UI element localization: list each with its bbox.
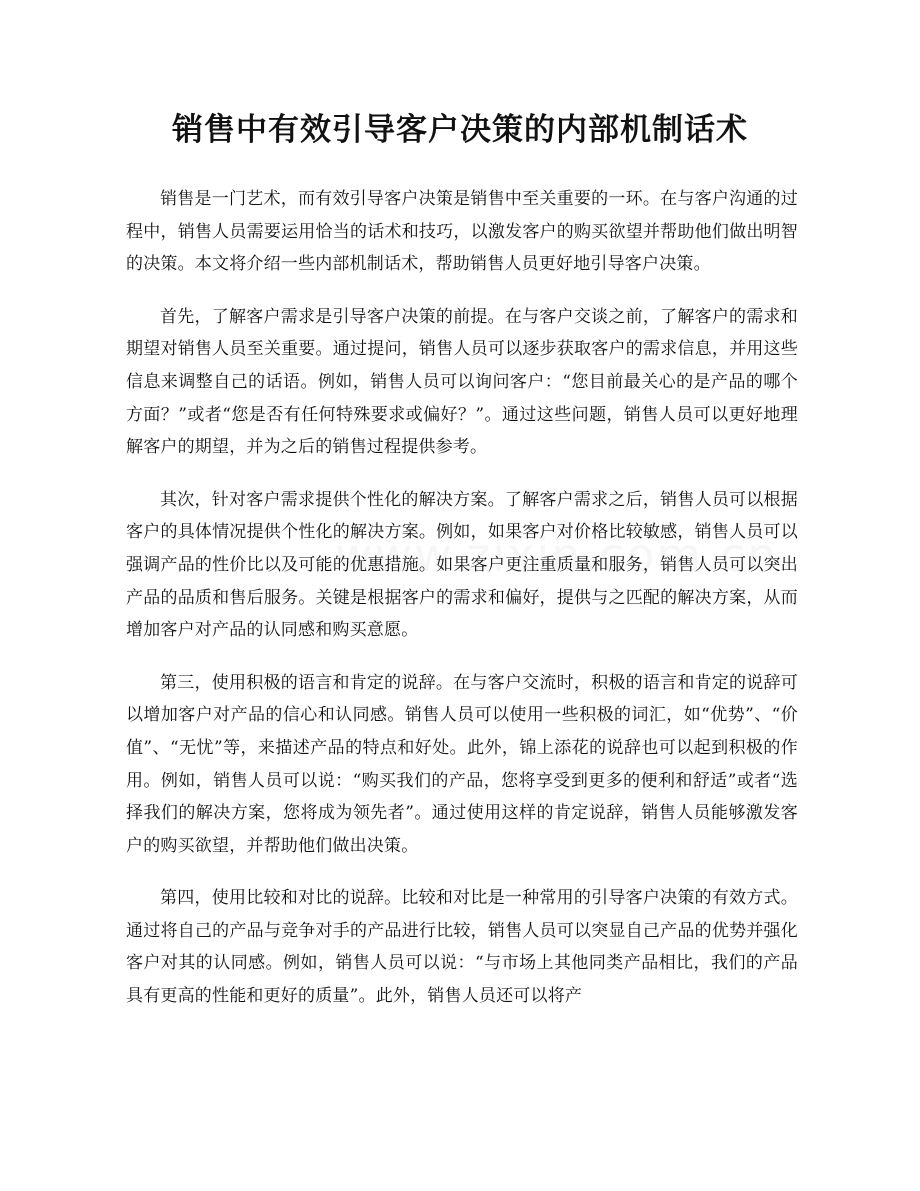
document-body [126,183,798,1033]
paragraph-first: 首先，了解客户需求是引导客户决策的前提。在与客户交谈之前，了解客户的需求和期望对销售人员至关重要。通过提问，销售人员可以逐步获取客户的需求信息，并用这些信息来调整自己的话语。例如，销售人员可以询问客户：“您目前最关心的是产品的哪个方面？”或者“您是否有任何特殊要求或偏好？”。通过这些问题，销售人员可以更好地理解客户的期望，并为之后的销售过程提供参考。 [126,306,798,458]
document-title: 销售中有效引导客户决策的内部机制话术 [172,112,748,148]
paragraph-fourth: 第四，使用比较和对比的说辞。比较和对比是一种常用的引导客户决策的有效方式。通过将自己的产品与竞争对手的产品进行比较，销售人员可以突显自己产品的优势并强化客户对其的认同感。例如，销售人员可以说：“与市场上其他同类产品相比，我们的产品具有更高的性能和更好的质量”。此外，销售人员还可以将产 [126,888,798,1007]
paragraph-intro: 销售是一门艺术，而有效引导客户决策是销售中至关重要的一环。在与客户沟通的过程中，销售人员需要运用恰当的话术和技巧，以激发客户的购买欲望并帮助他们做出明智的决策。本文将介绍一些内部机制话术，帮助销售人员更好地引导客户决策。 [126,189,798,275]
paragraph-third: 第三，使用积极的语言和肯定的说辞。在与客户交流时，积极的语言和肯定的说辞可以增加客户对产品的信心和认同感。销售人员可以使用一些积极的词汇，如“优势”、“价值”、“无忧”等，来描述产品的特点和好处。此外，锦上添花的说辞也可以起到积极的作用。例如，销售人员可以说：“购买我们的产品，您将享受到更多的便利和舒适”或者“选择我们的解决方案，您将成为领先者”。通过使用这样的肯定说辞，销售人员能够激发客户的购买欲望，并帮助他们做出决策。 [126,672,798,856]
paragraph-second: 其次，针对客户需求提供个性化的解决方案。了解客户需求之后，销售人员可以根据客户的具体情况提供个性化的解决方案。例如，如果客户对价格比较敏感，销售人员可以强调产品的性价比以及可能的优惠措施。如果客户更注重质量和服务，销售人员可以突出产品的品质和售后服务。关键是根据客户的需求和偏好，提供与之匹配的解决方案，从而增加客户对产品的认同感和购买意愿。 [126,489,798,641]
